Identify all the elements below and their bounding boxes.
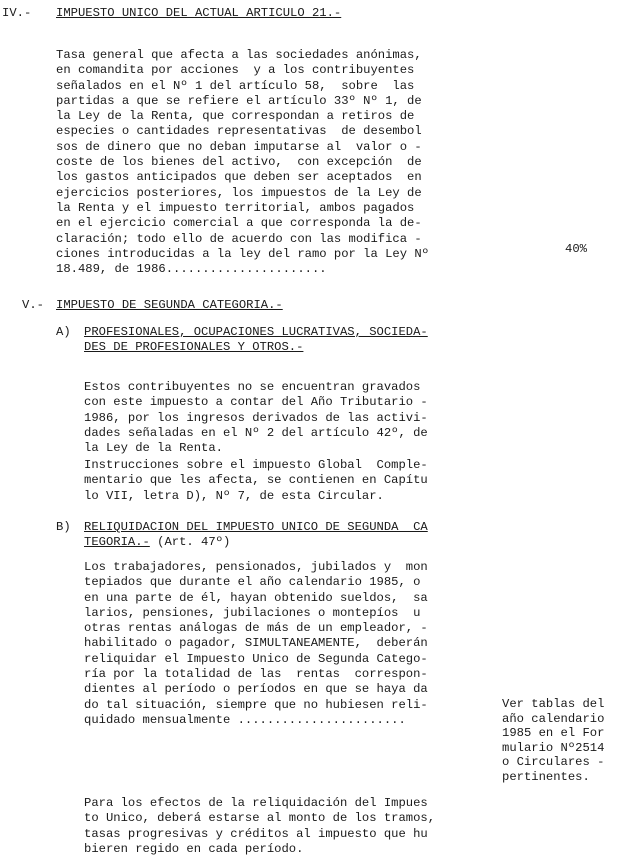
text-line: otras rentas análogas de más de un empleador, - (84, 621, 428, 636)
sub-b-heading (84, 520, 428, 551)
sub-a-heading-line: DES DE PROFESIONALES Y OTROS.- (84, 340, 304, 355)
section-iv-rate: 40% (565, 242, 587, 256)
text-line: señalados en el Nº 1 del artículo 58, sobre las (56, 78, 415, 93)
section-iv-paragraph (56, 48, 429, 277)
sub-a-heading (84, 325, 428, 356)
text-line: Tasa general que afecta a las sociedades anónimas, (56, 48, 422, 62)
note-line: 1985 en el For (502, 726, 605, 741)
text-line: bieren regido en cada período. (84, 841, 304, 856)
sub-b-article-ref: (Art. 47º) (149, 535, 231, 550)
text-line: quidado mensualmente ....................... (84, 712, 406, 727)
text-line: claración; todo ello de acuerdo con las modifica - (56, 231, 422, 246)
text-line: Estos contribuyentes no se encuentran gravados (84, 380, 421, 394)
text-line: dades señaladas en el Nº 2 del artículo 42º, de (84, 425, 428, 440)
text-line: habilitado o pagador, SIMULTANEAMENTE, deberán (84, 636, 428, 651)
section-iv-number: IV.- (2, 6, 32, 20)
text-line: dientes al período o períodos en que se haya da (84, 682, 428, 697)
sub-a-heading-line: PROFESIONALES, OCUPACIONES LUCRATIVAS, SOCIEDA- (84, 325, 428, 339)
text-line: ciones introducidas a la ley del ramo por la Ley Nº (56, 246, 429, 261)
note-line: año calendario (502, 711, 605, 726)
text-line: reliquidar el Impuesto Unico de Segunda Catego- (84, 651, 428, 666)
text-line: Los trabajadores, pensionados, jubilados y mon (84, 560, 428, 574)
text-line: lo VII, letra D), Nº 7, de esta Circular. (84, 488, 384, 503)
section-iv-heading: IMPUESTO UNICO DEL ACTUAL ARTICULO 21.- (56, 6, 342, 20)
note-line: mulario Nº2514 (502, 740, 605, 755)
text-line: mentario que les afecta, se contienen en Capítu (84, 473, 428, 488)
text-line: especies o cantidades representativas de desembol (56, 124, 422, 139)
text-line: en una parte de él, hayan obtenido sueldos, sa (84, 590, 428, 605)
sub-a-paragraph-1 (84, 380, 428, 456)
text-line: Instrucciones sobre el impuesto Global Comple- (84, 458, 428, 472)
text-line: la Renta y el impuesto territorial, ambos pagados (56, 200, 415, 215)
sub-b-paragraph-2 (84, 796, 435, 857)
text-line: la Ley de la Renta. (84, 441, 223, 456)
text-line: en el ejercicio comercial a que corresponda la de- (56, 216, 422, 231)
margin-note (502, 697, 604, 785)
text-line: ría por la totalidad de las rentas correspon- (84, 667, 428, 682)
text-line: tasas progresivas y créditos al impuesto que hu (84, 826, 428, 841)
sub-b-heading-line-2 (84, 535, 428, 550)
text-line: coste de los bienes del activo, con excepción de (56, 155, 422, 170)
note-line: Ver tablas del (502, 697, 605, 711)
note-line: o Circulares - (502, 755, 605, 770)
section-v-number: V.- (22, 298, 44, 312)
text-line: con este impuesto a contar del Año Tributario - (84, 395, 428, 410)
text-line: 18.489, de 1986...................... (56, 262, 327, 277)
sub-b-heading-underlined: TEGORIA.- (84, 535, 150, 550)
text-line: Para los efectos de la reliquidación del Impues (84, 796, 428, 810)
text-line: los gastos anticipados que deben ser aceptados en (56, 170, 422, 185)
text-line: ejercicios posteriores, los impuestos de la Ley de (56, 185, 422, 200)
sub-a-letter: A) (56, 325, 71, 339)
text-line: tepiados que durante el año calendario 1985, o (84, 575, 421, 590)
text-line: partidas a que se refiere el artículo 33º Nº 1, de (56, 93, 422, 108)
text-line: 1986, por los ingresos derivados de las activi- (84, 410, 428, 425)
text-line: to Unico, deberá estarse al monto de los tramos, (84, 811, 436, 826)
note-line: pertinentes. (502, 769, 590, 784)
sub-a-paragraph-2 (84, 458, 428, 504)
text-line: la Ley de la Renta, que correspondan a retiros de (56, 109, 415, 124)
sub-b-letter: B) (56, 520, 71, 534)
text-line: do tal situación, siempre que no hubiesen reli- (84, 697, 428, 712)
sub-b-heading-line: RELIQUIDACION DEL IMPUESTO UNICO DE SEGUNDA CA (84, 520, 428, 534)
text-line: larios, pensiones, jubilaciones o montepíos u (84, 605, 421, 620)
text-line: en comandita por acciones y a los contribuyentes (56, 63, 415, 78)
text-line: sos de dinero que no deban imputarse al valor o - (56, 139, 422, 154)
sub-b-paragraph-1 (84, 560, 428, 728)
section-v-heading: IMPUESTO DE SEGUNDA CATEGORIA.- (56, 298, 283, 312)
